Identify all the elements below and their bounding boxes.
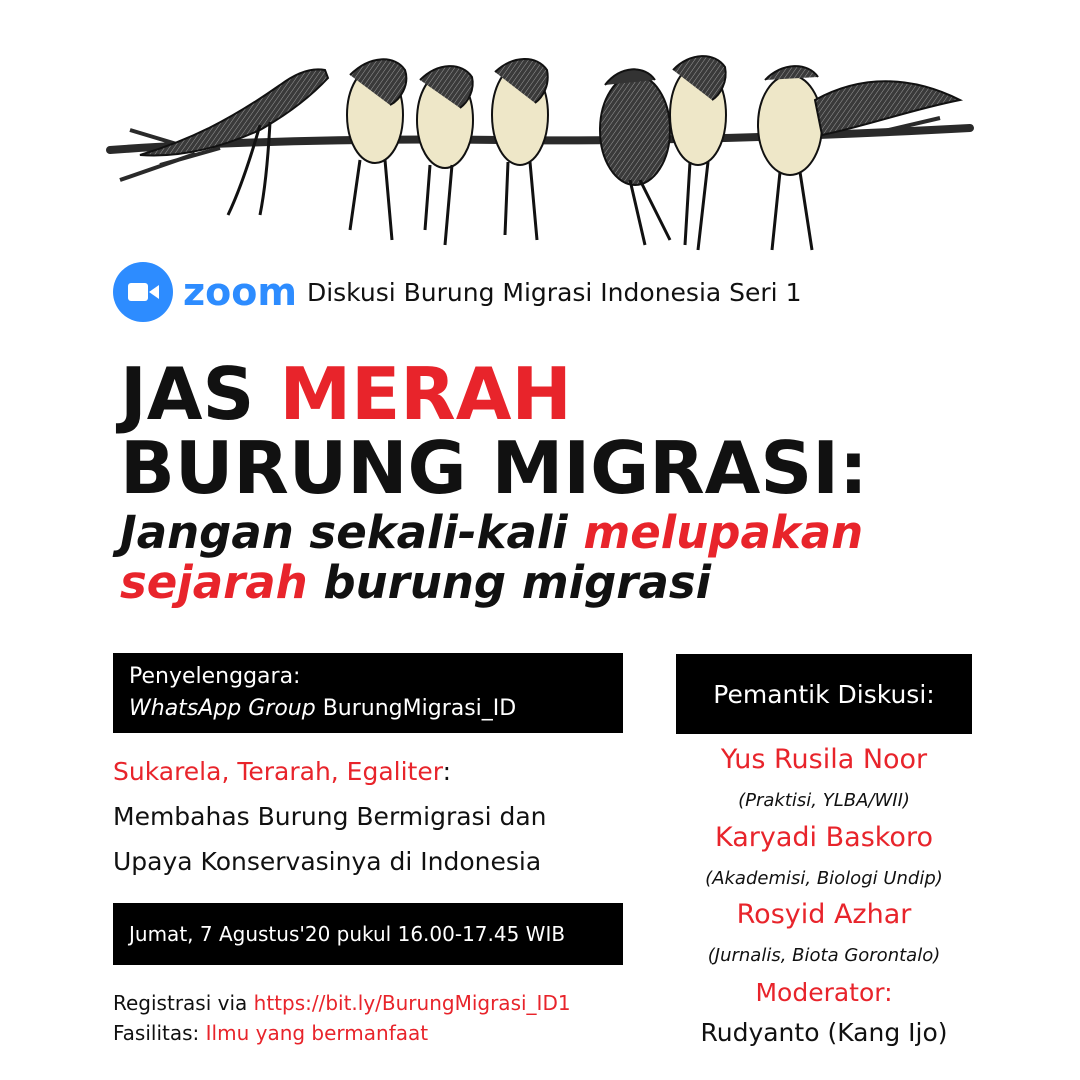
bird-6: [670, 56, 726, 250]
title-line-2: BURUNG MIGRASI:: [120, 426, 868, 510]
speakers-heading: Pemantik Diskusi:: [713, 679, 935, 709]
speaker-role-1: (Praktisi, YLBA/WII): [738, 790, 910, 811]
title-line-1: JAS MERAH: [120, 352, 572, 436]
zoom-logo-text: zoom: [183, 270, 297, 314]
speaker-role-3: (Jurnalis, Biota Gorontalo): [707, 945, 941, 966]
speakers-heading-box: [676, 654, 972, 734]
speaker-name-3: Rosyid Azhar: [736, 899, 912, 930]
zoom-header: [113, 262, 801, 322]
facilities: Fasilitas: Ilmu yang bermanfaat: [113, 1021, 429, 1045]
bird-7: [758, 66, 960, 250]
motto: Sukarela, Terarah, Egaliter:: [113, 757, 452, 786]
motto-line-2: Upaya Konservasinya di Indonesia: [113, 847, 542, 876]
speaker-role-2: (Akademisi, Biologi Undip): [705, 868, 943, 889]
schedule-box: [113, 903, 623, 965]
motto-line-1: Membahas Burung Bermigrasi dan: [113, 802, 547, 831]
zoom-video-icon: [113, 262, 173, 322]
series-title: Diskusi Burung Migrasi Indonesia Seri 1: [306, 277, 802, 307]
organizer-label: Penyelenggara:: [129, 664, 301, 689]
subtitle-line-1: Jangan sekali-kali melupakan: [120, 506, 864, 559]
organizer-group: WhatsApp Group BurungMigrasi_ID: [129, 696, 517, 721]
moderator-name: Rudyanto (Kang Ijo): [700, 1018, 948, 1047]
organizer-box: [113, 653, 623, 733]
bird-5: [600, 69, 670, 245]
bird-2: [347, 59, 406, 240]
birds-on-branch-illustration: [100, 30, 980, 260]
speaker-name-1: Yus Rusila Noor: [720, 744, 928, 775]
bird-3: [417, 66, 473, 245]
bird-4: [492, 59, 548, 240]
moderator-label: Moderator:: [755, 978, 893, 1007]
speaker-name-2: Karyadi Baskoro: [715, 822, 933, 853]
subtitle-line-2: sejarah burung migrasi: [120, 556, 712, 609]
schedule-text: Jumat, 7 Agustus'20 pukul 16.00-17.45 WIB: [129, 922, 566, 946]
registration-link[interactable]: https://bit.ly/BurungMigrasi_ID1: [253, 991, 571, 1015]
registration: Registrasi via https://bit.ly/BurungMigrasi_ID1: [113, 991, 571, 1015]
title-highlight: MERAH: [279, 352, 572, 436]
